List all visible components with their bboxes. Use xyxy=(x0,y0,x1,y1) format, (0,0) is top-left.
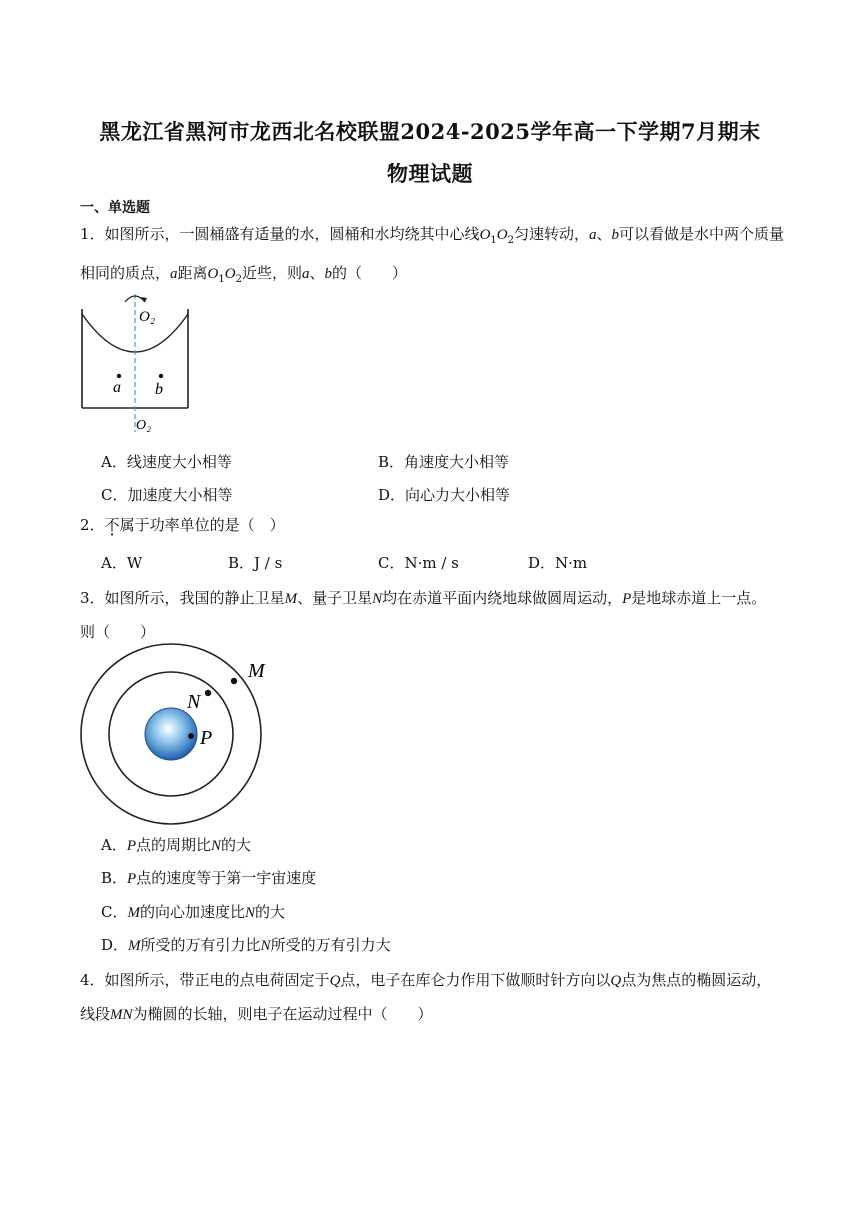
question-number: 1． xyxy=(80,225,105,243)
particle-b xyxy=(159,374,163,378)
title-line-1: 黑龙江省黑河市龙西北名校联盟2024-2025学年高一下学期7月期末 xyxy=(99,119,761,144)
section-heading: 一、单选题 xyxy=(80,200,150,216)
orbit-figure xyxy=(78,648,278,826)
q2-option-d[interactable]: D．N·m xyxy=(528,554,588,572)
question-3-stem: 3．如图所示，我国的静止卫星M、量子卫星N均在赤道平面内绕地球做圆周运动，P是地球赤道上一点。 则（ ） xyxy=(80,589,767,641)
question-2-stem: 2．不属于功率单位的是（ ） xyxy=(80,516,285,534)
q2-option-a[interactable]: A．W xyxy=(101,554,143,572)
q1-option-b[interactable]: B．角速度大小相等 xyxy=(378,453,510,471)
point-P xyxy=(188,733,194,739)
bucket-figure xyxy=(75,292,205,437)
q3-option-c[interactable]: C．M的向心加速度比N的大 xyxy=(101,903,286,921)
title-line-2: 物理试题 xyxy=(387,161,473,186)
q1-option-d[interactable]: D．向心力大小相等 xyxy=(378,486,511,504)
particle-b-label: b xyxy=(155,381,163,398)
axis-label-bottom: O₂ xyxy=(136,418,151,433)
q2-option-b[interactable]: B．J / s xyxy=(228,554,283,572)
satellite-M xyxy=(231,678,237,684)
particle-a xyxy=(117,374,121,378)
particle-a-label: a xyxy=(113,379,121,396)
q1-option-c[interactable]: C．加速度大小相等 xyxy=(101,486,233,504)
q3-option-b[interactable]: B．P点的速度等于第一宇宙速度 xyxy=(101,869,317,887)
axis-label-top: O₂ xyxy=(139,309,156,325)
emphasis-dot: 不 xyxy=(104,516,120,534)
question-1-stem: 1．如图所示，一圆桶盛有适量的水，圆桶和水均绕其中心线$O_1O_2$匀速转动，a、b可以看做是水中两个质量 相同的质点，a距离$O_1O_2$近些，则a、b的（ ） xyxy=(80,225,785,285)
label-M: M xyxy=(248,660,265,682)
label-P: P xyxy=(200,727,213,749)
q1-option-a[interactable]: A．线速度大小相等 xyxy=(101,453,232,471)
q3-option-a[interactable]: A．P点的周期比N的大 xyxy=(101,836,252,854)
question-4-stem: 4．如图所示，带正电的点电荷固定于Q点，电子在库仑力作用下做顺时针方向以Q点为焦点的椭圆运动， 线段MN为椭圆的长轴，则电子在运动过程中（ ） xyxy=(80,971,772,1023)
satellite-N xyxy=(205,690,211,696)
q2-option-c[interactable]: C．N·m / s xyxy=(378,554,459,572)
label-N: N xyxy=(187,691,201,713)
q3-option-d[interactable]: D．M所受的万有引力比N所受的万有引力大 xyxy=(101,936,391,954)
